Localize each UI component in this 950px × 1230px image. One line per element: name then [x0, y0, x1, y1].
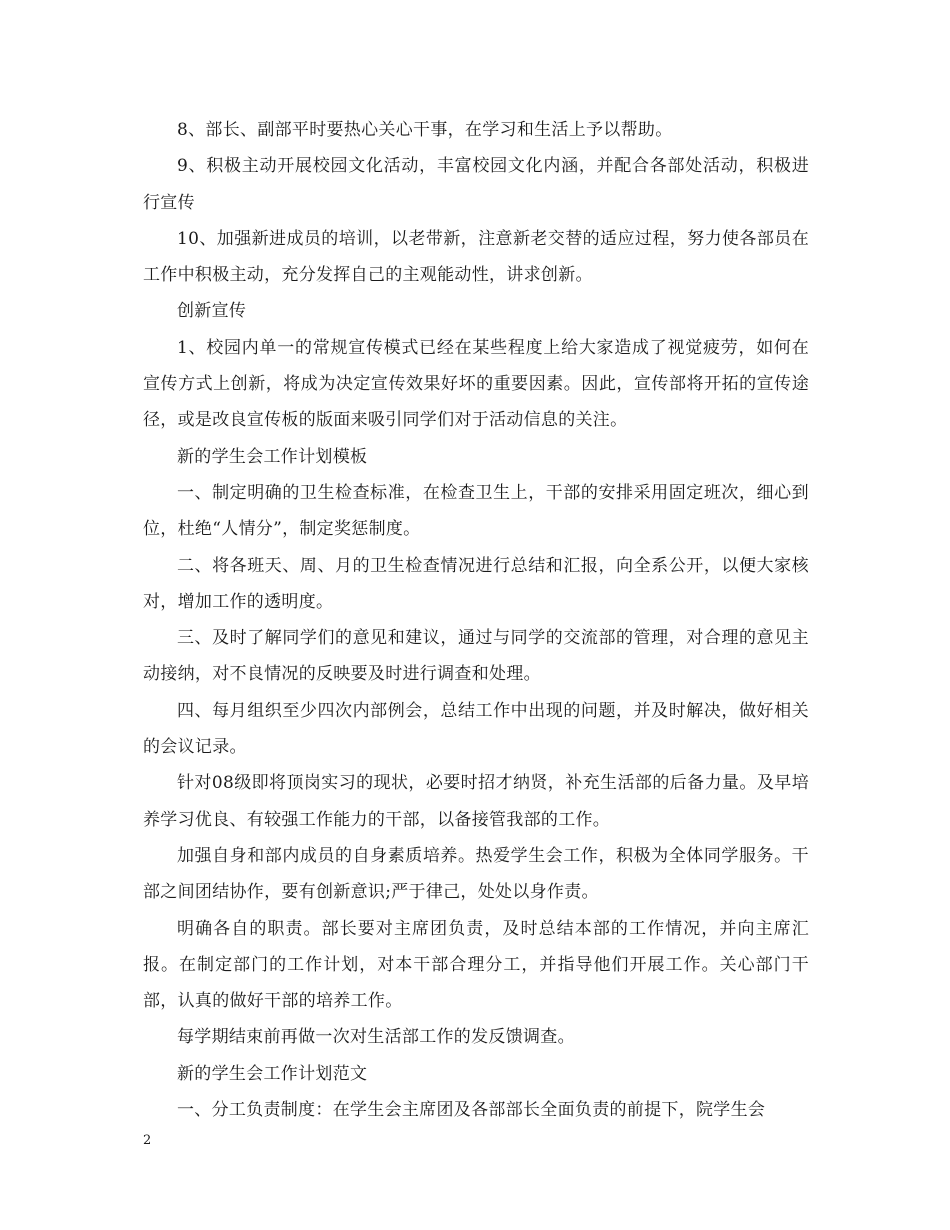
page-number: 2: [143, 1133, 152, 1148]
paragraph-responsibilities: 明确各自的职责。部长要对主席团负责，及时总结本部的工作情况，并向主席汇报。在制定部门的工作计划，对本干部合理分工，并指导他们开展工作。关心部门干部，认真的做好干部的培养工作。: [143, 918, 809, 1012]
paragraph-item-8: 8、部长、副部平时要热心关心干事，在学习和生活上予以帮助。: [177, 120, 673, 140]
paragraph-template-2: 二、将各班天、周、月的卫生检查情况进行总结和汇报，向全系公开，以便大家核对，增加工作的透明度。: [143, 555, 809, 612]
paragraph-feedback-survey: 每学期结束前再做一次对生活部工作的发反馈调查。: [177, 1027, 575, 1048]
paragraph-template-4: 四、每月组织至少四次内部例会，总结工作中出现的问题，并及时解决，做好相关的会议记录。: [143, 700, 809, 758]
section-heading-sample: 新的学生会工作计划范文: [177, 1063, 368, 1084]
section-heading-template: 新的学生会工作计划模板: [177, 446, 368, 467]
paragraph-self-improvement: 加强自身和部内成员的自身素质培养。热爱学生会工作，积极为全体同学服务。干部之间团结协作，要有创新意识;严于律己，处处以身作责。: [143, 845, 809, 903]
paragraph-internship: 针对08级即将顶岗实习的现状，必要时招才纳贤，补充生活部的后备力量。及早培养学习优良、有较强工作能力的干部，以备接管我部的工作。: [143, 773, 809, 830]
paragraph-sample-1: 一、分工负责制度：在学生会主席团及各部部长全面负责的前提下，院学生会: [177, 1100, 766, 1121]
paragraph-template-1: 一、制定明确的卫生检查标准，在检查卫生上，干部的安排采用固定班次，细心到位，杜绝“人情分”，制定奖惩制度。: [143, 482, 809, 540]
paragraph-item-9: 9、积极主动开展校园文化活动，丰富校园文化内涵，并配合各部处活动，积极进行宣传: [143, 156, 809, 213]
section-heading-innovation: 创新宣传: [177, 301, 247, 322]
paragraph-template-3: 三、及时了解同学们的意见和建议，通过与同学的交流部的管理，对合理的意见主动接纳，对不良情况的反映要及时进行调查和处理。: [143, 628, 809, 685]
paragraph-innovation-1: 1、校园内单一的常规宣传模式已经在某些程度上给大家造成了视觉疲劳，如何在宣传方式上创新，将成为决定宣传效果好坏的重要因素。因此，宣传部将开拓的宣传途径，或是改良宣传板的版面来吸引同学们对于活动信息的关注。: [143, 337, 809, 431]
paragraph-item-10: 10、加强新进成员的培训，以老带新，注意新老交替的适应过程，努力使各部员在工作中积极主动，充分发挥自己的主观能动性，讲求创新。: [143, 228, 809, 286]
document-body: [143, 112, 809, 1128]
